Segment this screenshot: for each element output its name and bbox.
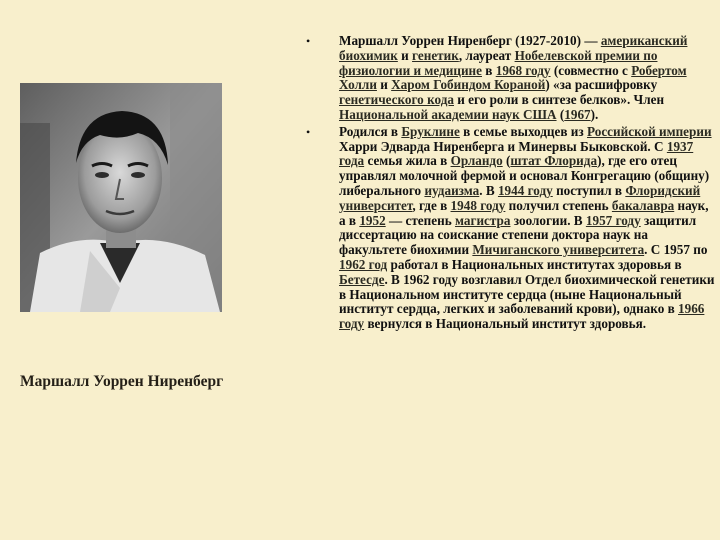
paragraph-text: — степень [385,212,455,228]
wiki-link[interactable]: Российской империи [587,123,712,139]
wiki-link[interactable]: Нобелевской премии по физиологии и медицине [339,47,658,78]
paragraph-text: Маршалл Уоррен Ниренберг (1927-2010) — [339,33,601,48]
wiki-link[interactable]: Флоридский университет [339,182,701,213]
paragraph-text: ) «за расшифровку [545,77,658,93]
wiki-link[interactable]: магистра [454,212,511,228]
paragraph-text: ( [556,106,565,122]
paragraph-text: Родился в [339,123,402,139]
wiki-link[interactable]: 1967 [564,106,591,122]
wiki-link[interactable]: Робертом Холли [339,62,687,93]
wiki-link[interactable]: американский [600,33,688,48]
paragraph-text: наук, а в [339,197,709,228]
portrait-image [20,83,222,312]
paragraph-text: , где в [412,197,451,213]
paragraph-text: и его роли в синтезе белков». Член [453,92,665,108]
wiki-link[interactable]: 1966 году [339,301,705,332]
paragraph-text: защитил диссертацию на соискание степени доктора наук на факультете биохимии [339,212,697,258]
wiki-link[interactable]: биохимик [339,47,398,63]
paragraph-text: зоологии. В [510,212,586,228]
paragraph-text: (совместно с [550,62,632,78]
paragraph-text: Харри Эдварда Ниренберга и Минервы Быковской. С [339,138,667,154]
wiki-link[interactable]: генетического кода [339,92,454,108]
wiki-link[interactable]: 1962 год [339,256,388,272]
paragraph-text: и [397,47,413,63]
bullet-marker: • [306,34,311,48]
paragraph-text: семья жила в [364,153,451,169]
paragraph-text: в семье выходцев из [459,123,587,139]
bullet-marker: • [306,124,311,139]
wiki-link[interactable]: 1937 года [339,138,694,169]
portrait-caption: Маршалл Уоррен Ниренберг [20,373,224,390]
paragraph-text: вернулся в Национальный институт здоровья. [364,316,647,332]
wiki-link[interactable]: штат Флорида [510,153,598,169]
paragraph-text: ), где его отец управлял молочной фермой и основал Конгрегацию (общину) либерального [339,153,710,198]
biography-list [303,34,715,332]
biography-paragraph [303,125,715,332]
wiki-link[interactable]: Харом Гобиндом Кораной [391,77,546,93]
paragraph-text: . В 1962 году возглавил Отдел биохимической генетики в Национальном институте сердца (ныне Национальный институт сердца, легких и заболеваний крови), однако в [339,271,715,317]
wiki-link[interactable]: 1968 году [495,62,551,78]
paragraph-text: получил степень [505,197,612,213]
wiki-link[interactable]: Бетесде [339,271,385,287]
wiki-link[interactable]: Мичиганского университета [472,242,645,258]
wiki-link[interactable]: генетик [412,47,459,63]
wiki-link[interactable]: Бруклине [401,123,460,139]
paragraph-text: , лауреат [458,47,515,63]
portrait-photo [20,83,222,312]
paragraph-text: . В [479,182,498,198]
wiki-link[interactable]: иудаизма [424,182,480,198]
wiki-link[interactable]: 1957 году [585,212,641,228]
wiki-link[interactable]: 1952 [359,212,386,228]
paragraph-text: и [376,77,392,93]
paragraph-text: в [482,62,496,78]
wiki-link[interactable]: 1944 году [497,182,553,198]
wiki-link[interactable]: бакалавра [611,197,675,213]
paragraph-text: . С 1957 по [644,242,708,258]
wiki-link[interactable]: Орландо [450,153,503,169]
wiki-link[interactable]: Национальной академии наук США [339,106,557,122]
paragraph-text: поступил в [552,182,626,198]
biography-paragraph [303,34,715,123]
paragraph-text: ( [502,153,511,169]
wiki-link[interactable]: 1948 году [450,197,506,213]
paragraph-text: ). [590,106,599,122]
paragraph-text: работал в Национальных институтах здоровья в [387,256,682,272]
